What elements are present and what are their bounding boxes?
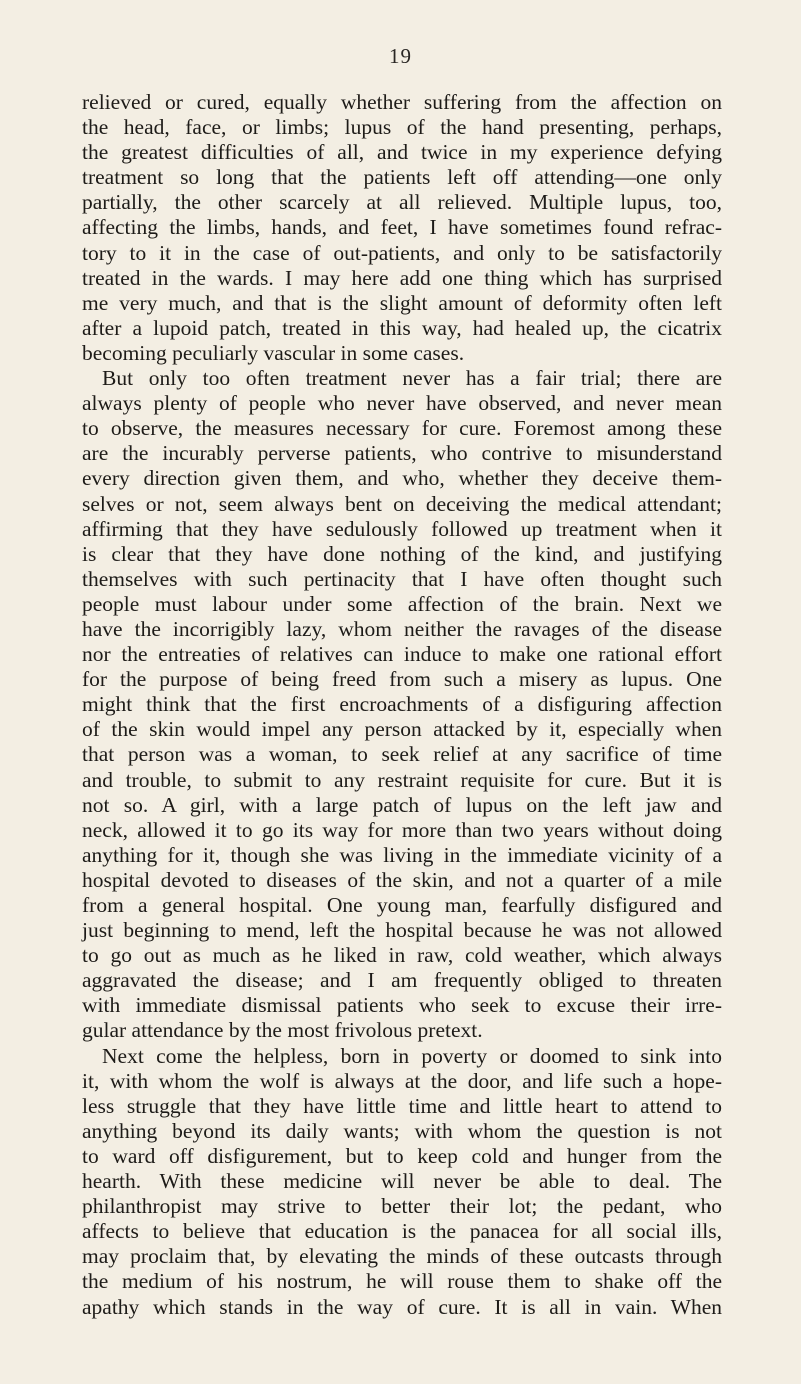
text-line: the head, face, or limbs; lupus of the hand presenting, perhaps,	[82, 115, 722, 140]
text-line: philanthropist may strive to better their lot; the pedant, who	[82, 1194, 722, 1219]
text-line: affects to believe that education is the panacea for all social ills,	[82, 1219, 722, 1244]
text-line: to observe, the measures necessary for cure. Foremost among these	[82, 416, 722, 441]
text-line: always plenty of people who never have observed, and never mean	[82, 391, 722, 416]
text-line: for the purpose of being freed from such a misery as lupus. One	[82, 667, 722, 692]
text-line: aggravated the disease; and I am frequently obliged to threaten	[82, 968, 722, 993]
text-line: the greatest difficulties of all, and twice in my experience defying	[82, 140, 722, 165]
text-line: relieved or cured, equally whether suffering from the affection on	[82, 90, 722, 114]
text-line: of the skin would impel any person attacked by it, especially when	[82, 717, 722, 742]
text-line: partially, the other scarcely at all relieved. Multiple lupus, too,	[82, 190, 722, 215]
text-line: have the incorrigibly lazy, whom neither the ravages of the disease	[82, 616, 722, 641]
text-line: affecting the limbs, hands, and feet, I have sometimes found refrac-	[82, 215, 722, 240]
text-line: neck, allowed it to go its way for more than two years without doing	[82, 817, 722, 842]
text-line: with immediate dismissal patients who seek to excuse their irre-	[82, 993, 722, 1018]
text-line: the medium of his nostrum, he will rouse them to shake off the	[82, 1269, 722, 1294]
text-line: to go out as much as he liked in raw, cold weather, which always	[82, 943, 722, 968]
text-line: people must labour under some affection of the brain. Next we	[82, 591, 722, 616]
text-line: every direction given them, and who, whether they deceive them-	[82, 466, 722, 491]
text-line: after a lupoid patch, treated in this way, had healed up, the cicatrix	[82, 315, 722, 340]
text-line: may proclaim that, by elevating the minds of these outcasts through	[82, 1244, 722, 1269]
text-line: affirming that they have sedulously followed up treatment when it	[82, 516, 722, 541]
text-line: apathy which stands in the way of cure. It is all in vain. When	[82, 1294, 722, 1319]
text-line: to ward off disfigurement, but to keep cold and hunger from the	[82, 1143, 722, 1168]
text-line: tory to it in the case of out-patients, and only to be satisfactorily	[82, 240, 722, 265]
text-line: gular attendance by the most frivolous pretext.	[82, 1018, 483, 1043]
text-line: it, with whom the wolf is always at the door, and life such a hope-	[82, 1068, 722, 1093]
text-line: anything beyond its daily wants; with whom the question is not	[82, 1118, 722, 1143]
text-line: not so. A girl, with a large patch of lupus on the left jaw and	[82, 792, 722, 817]
text-line: is clear that they have done nothing of the kind, and justifying	[82, 541, 722, 566]
text-line: themselves with such pertinacity that I have often thought such	[82, 566, 722, 591]
text-line: becoming peculiarly vascular in some cases.	[82, 340, 465, 365]
body-text	[82, 90, 722, 1320]
text-line: Next come the helpless, born in poverty or doomed to sink into	[102, 1043, 722, 1068]
text-line: hearth. With these medicine will never be able to deal. The	[82, 1169, 722, 1194]
text-line: treated in the wards. I may here add one thing which has surprised	[82, 265, 722, 290]
page-number: 19	[389, 44, 412, 68]
text-line: from a general hospital. One young man, fearfully disfigured and	[82, 893, 722, 917]
text-line: But only too often treatment never has a fair trial; there are	[102, 366, 722, 391]
text-line: are the incurably perverse patients, who contrive to misunderstand	[82, 441, 722, 466]
text-line: anything for it, though she was living in the immediate vicinity of a	[82, 842, 722, 867]
text-line: treatment so long that the patients left off attending—one only	[82, 165, 722, 190]
text-line: less struggle that they have little time and little heart to attend to	[82, 1093, 722, 1118]
text-line: me very much, and that is the slight amount of deformity often left	[82, 290, 722, 315]
text-line: might think that the first encroachments of a disfiguring affection	[82, 692, 722, 717]
text-line: and trouble, to submit to any restraint requisite for cure. But it is	[82, 767, 722, 792]
text-line: nor the entreaties of relatives can induce to make one rational effort	[82, 642, 722, 667]
text-line: hospital devoted to diseases of the skin, and not a quarter of a mile	[82, 867, 722, 892]
text-line: that person was a woman, to seek relief at any sacrifice of time	[82, 742, 722, 767]
text-line: selves or not, seem always bent on deceiving the medical attendant;	[82, 491, 722, 516]
text-line: just beginning to mend, left the hospital because he was not allowed	[82, 918, 722, 943]
